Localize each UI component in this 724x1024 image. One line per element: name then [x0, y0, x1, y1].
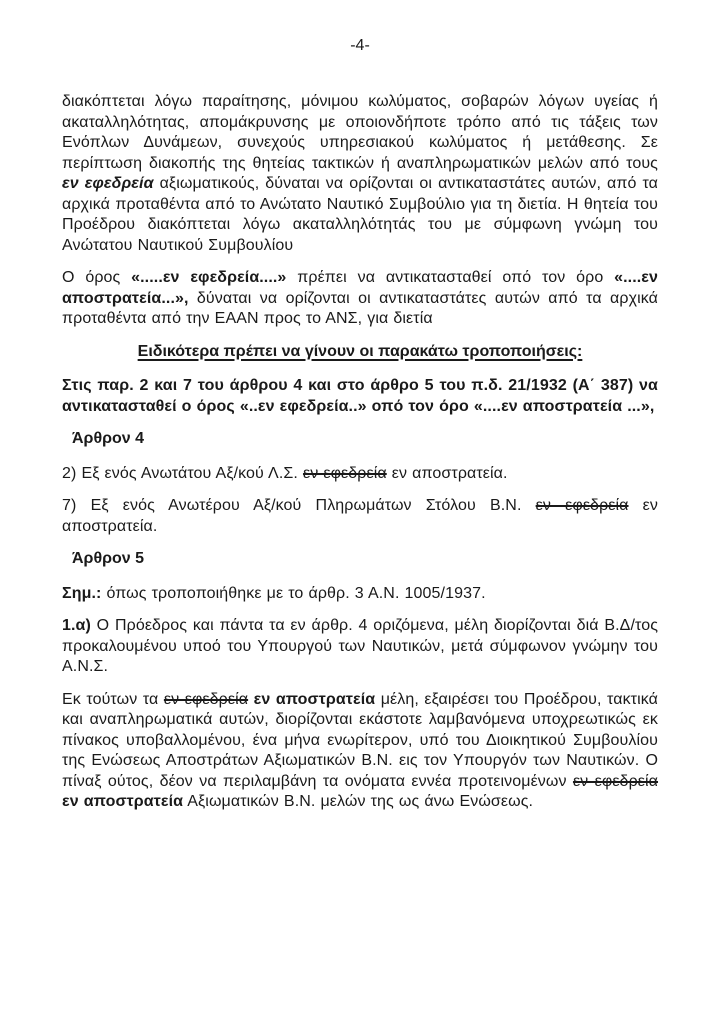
text-run: εν εφεδρεία: [572, 772, 659, 790]
text-run: πρέπει να αντικατασταθεί οπό τον όρο: [286, 269, 615, 286]
text-run: Άρθρον 4: [72, 430, 145, 447]
text-run: «.....εν εφεδρεία....»: [131, 269, 287, 286]
document-blocks: [62, 36, 658, 813]
text-run: Ο Πρόεδρος και πάντα τα εν άρθρ. 4 οριζόμενα, μέλη διορίζονται διά Β.Δ/τος προκαλουμένου υποό του Υπουργού των Ναυτικών, μετά σύμφωνον γνώμην του Α.Ν.Σ.: [62, 617, 658, 675]
text-run: διακόπτεται λόγω παραίτησης, μόνιμου κωλύματος, σοβαρών λόγων υγείας ή ακαταλληλότητας, απομάκρυνσης με οποιονδήποτε τρόπο από τις τάξεις των Ενόπλων Δυνάμεων, συνεχούς υπηρεσιακού κωλύματος ή μετάθεσης. Σε περίπτωση διακοπής της θητείας τακτικών ή αναπληρωματικών μελών από τους: [62, 93, 658, 172]
paragraph: [62, 92, 658, 256]
page-number: [62, 36, 658, 56]
text-run: εν αποστρατεία.: [62, 497, 658, 535]
text-run: εν αποστρατεία: [253, 690, 376, 708]
text-run: Ειδικότερα πρέπει να γίνουν οι παρακάτω τροποποιήσεις:: [137, 342, 583, 360]
article-heading: [62, 429, 658, 450]
text-run: εν εφεδρεία: [535, 497, 629, 514]
paragraph: [62, 690, 658, 813]
text-run: 7) Εξ ενός Ανωτέρου Αξ/κού Πληρωμάτων Στόλου Β.Ν.: [62, 497, 536, 514]
text-run: 2) Εξ ενός Ανωτάτου Αξ/κού Λ.Σ.: [62, 464, 303, 482]
text-run: Αξιωματικών Β.Ν. μελών της ως άνω Ενώσεως.: [183, 793, 534, 810]
paragraph: [62, 268, 658, 330]
text-run: Άρθρον 5: [72, 550, 145, 567]
text-run: εν εφεδρεία: [302, 464, 387, 482]
paragraph: [62, 584, 658, 605]
text-run: «....εν αποστρατεία...»,: [62, 269, 658, 307]
paragraph: [62, 376, 658, 417]
paragraph: [62, 464, 658, 485]
text-run: Εκ τούτων τα: [62, 690, 164, 708]
text-run: όπως τροποποιήθηκε με το άρθρ. 3 Α.Ν. 1005/1937.: [101, 584, 486, 602]
article-heading: [62, 549, 658, 570]
text-run: εν αποστρατεία: [62, 793, 184, 810]
text-run: αξιωματικούς, δύναται να ορίζονται οι αντικαταστάτες αυτών, από τα αρχικά προταθέντα από το Ανώτατο Ναυτικό Συμβούλιο για τη διετία. Η θητεία του Προέδρου διακόπτεται λόγω ακαταλληλότητάς του με σύμφωνη γνώμη του Ανώτατου Ναυτικού Συμβουλίου: [62, 175, 658, 254]
paragraph: [62, 616, 658, 678]
text-run: δύναται να ορίζονται οι αντικαταστάτες αυτών από τα αρχικά προταθέντα από την ΕΑΑΝ προς το ΑΝΣ, για διετία: [62, 289, 658, 327]
text-run: μέλη, εξαιρέσει του Προέδρου, τακτικά και αναπληρωματικά αυτών, διορίζονται εκάστοτε λαμβανόμενα υποχρεωτικώς εκ πίνακος υποβαλλομένου, ένα μήνα ενωρίτερον, υπό του Διοικητικού Συμβουλίου της Ενώσεως Αποστράτων Αξιωματικών Β.Ν. εις τον Υπουργόν των Ναυτικών. Ο πίναξ ούτος, δέον να περιλαμβάνη τα ονόματα εννέα προτεινομένων: [62, 690, 659, 790]
text-run: εν αποστρατεία.: [386, 464, 508, 482]
text-run: εν εφεδρεία: [62, 175, 154, 192]
text-run: Ο όρος: [62, 269, 132, 286]
text-run: Σημ.:: [62, 584, 102, 602]
text-run: εν εφεδρεία: [163, 690, 249, 708]
text-run: -4-: [350, 37, 370, 54]
text-run: Στις παρ. 2 και 7 του άρθρου 4 και στο άρθρο 5 του π.δ. 21/1932 (Α΄ 387) να αντικατασταθεί ο όρος «..εν εφεδρεία..» οπό τον όρο «....εν αποστρατεία ...»,: [62, 377, 658, 415]
text-run: 1.α): [62, 617, 91, 634]
section-heading: [62, 342, 658, 363]
paragraph: [62, 496, 658, 537]
